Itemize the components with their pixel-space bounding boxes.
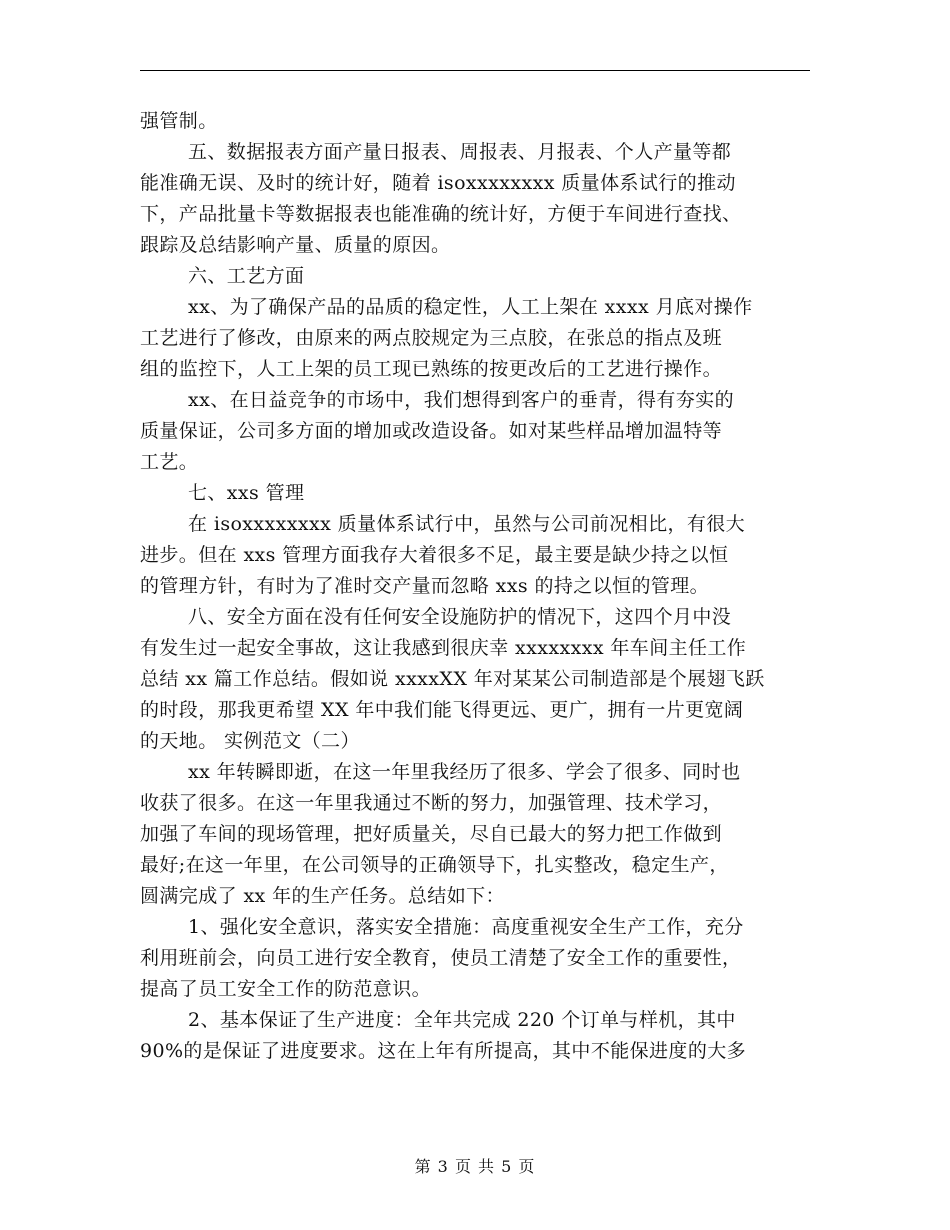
document-body <box>140 106 810 1067</box>
text-line: 的天地。 实例范文（二） <box>140 730 360 752</box>
text-line: 七、xxs 管理 <box>188 482 305 504</box>
text-line: 工艺进行了修改，由原来的两点胶规定为三点胶，在张总的指点及班 <box>140 327 723 349</box>
text-line: 的管理方针，有时为了准时交产量而忽略 xxs 的持之以恒的管理。 <box>140 575 710 597</box>
text-line: 利用班前会，向员工进行安全教育，使员工清楚了安全工作的重要性， <box>140 947 742 969</box>
text-line: 六、工艺方面 <box>188 265 305 287</box>
text-line: 能准确无误、及时的统计好，随着 isoxxxxxxxx 质量体系试行的推动 <box>140 172 736 194</box>
text-line: 五、数据报表方面产量日报表、周报表、月报表、个人产量等都 <box>188 141 732 163</box>
text-line: 总结 xx 篇工作总结。假如说 xxxxXX 年对某某公司制造部是个展翅飞跃 <box>140 668 765 690</box>
text-line: 工艺。 <box>140 451 199 473</box>
text-line: 质量保证，公司多方面的增加或改造设备。如对某些样品增加温特等 <box>140 420 723 442</box>
text-line: 跟踪及总结影响产量、质量的原因。 <box>140 234 451 256</box>
text-line: 收获了很多。在这一年里我通过不断的努力，加强管理、技术学习， <box>140 792 723 814</box>
text-line: 下，产品批量卡等数据报表也能准确的统计好，方便于车间进行查找、 <box>140 203 742 225</box>
text-line: 的时段，那我更希望 XX 年中我们能飞得更远、更广，拥有一片更宽阔 <box>140 699 744 721</box>
text-line: xx、为了确保产品的品质的稳定性，人工上架在 xxxx 月底对操作 <box>188 296 753 318</box>
text-line: 圆满完成了 xx 年的生产任务。总结如下： <box>140 885 505 907</box>
text-line: 组的监控下，人工上架的员工现已熟练的按更改后的工艺进行操作。 <box>140 358 723 380</box>
text-line: 1、强化安全意识，落实安全措施：高度重视安全生产工作，充分 <box>188 916 744 938</box>
text-line: 2、基本保证了生产进度：全年共完成 220 个订单与样机，其中 <box>188 1009 736 1031</box>
text-line: 90%的是保证了进度要求。这在上年有所提高，其中不能保进度的大多 <box>140 1040 747 1062</box>
text-line: 提高了员工安全工作的防范意识。 <box>140 978 432 1000</box>
text-line: 八、安全方面在没有任何安全设施防护的情况下，这四个月中没 <box>188 606 732 628</box>
text-line: xx、在日益竞争的市场中，我们想得到客户的垂青，得有夯实的 <box>188 389 735 411</box>
text-line: 进步。但在 xxs 管理方面我存大着很多不足，最主要是缺少持之以恒 <box>140 544 729 566</box>
text-line: xx 年转瞬即逝，在这一年里我经历了很多、学会了很多、同时也 <box>188 761 741 783</box>
text-line: 在 isoxxxxxxxx 质量体系试行中，虽然与公司前况相比，有很大 <box>188 513 746 535</box>
text-line: 有发生过一起安全事故，这让我感到很庆幸 xxxxxxxx 年车间主任工作 <box>140 637 747 659</box>
header-rule <box>140 70 810 71</box>
text-line: 最好;在这一年里，在公司领导的正确领导下，扎实整改，稳定生产， <box>140 854 729 876</box>
page-footer: 第 3 页 共 5 页 <box>414 1157 536 1176</box>
text-line: 强管制。 <box>140 110 218 132</box>
text-line: 加强了车间的现场管理，把好质量关，尽自已最大的努力把工作做到 <box>140 823 723 845</box>
